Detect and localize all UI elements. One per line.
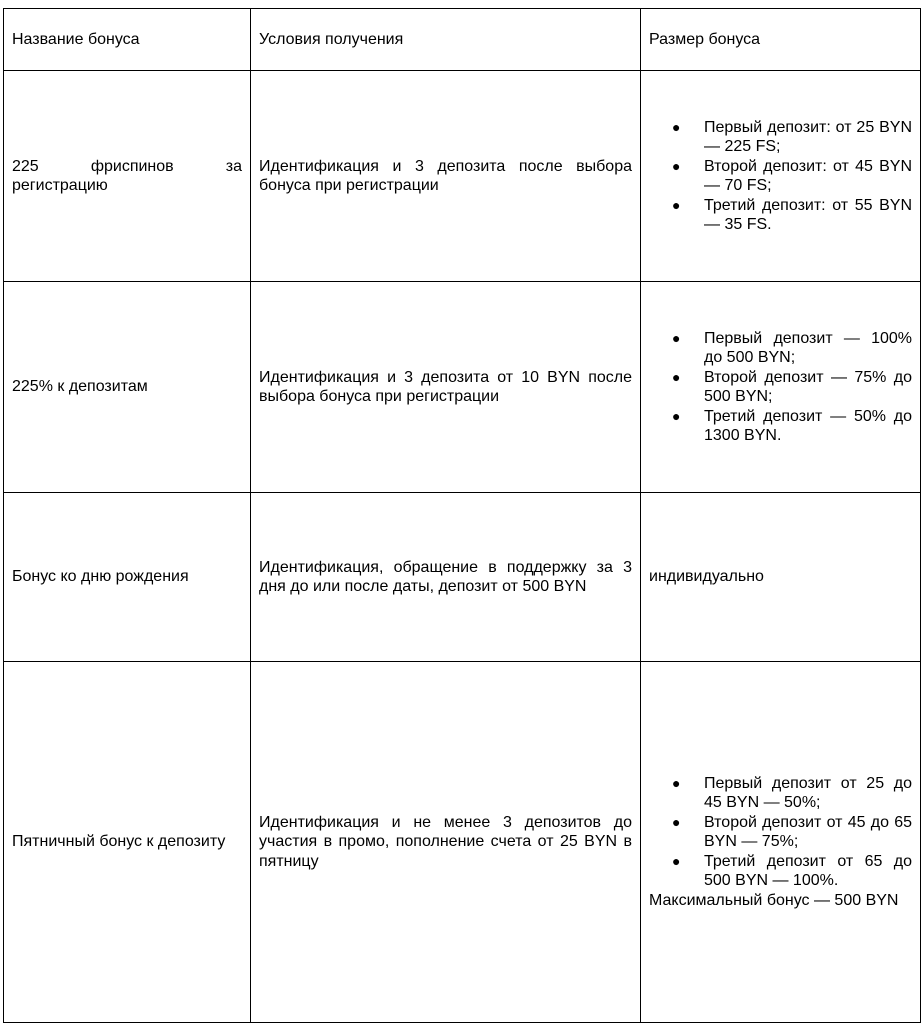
list-item: ● Второй депозит — 75% до 500 BYN;	[672, 368, 912, 405]
bonus-name-cell: Бонус ко дню рождения	[4, 493, 251, 662]
conditions-cell: Идентификация и 3 депозита от 10 BYN после выбора бонуса при регистрации	[251, 282, 641, 493]
conditions-cell: Идентификация и 3 депозита после выбора бонуса при регистрации	[251, 71, 641, 282]
list-item: ● Второй депозит от 45 до 65 BYN — 75%;	[672, 813, 912, 851]
header-bonus-size: Размер бонуса	[641, 9, 921, 71]
conditions-cell: Идентификация и не менее 3 депозитов до участия в промо, пополнение счета от 25 BYN в пятницу	[251, 662, 641, 1023]
bonus-size-list	[649, 774, 912, 891]
bonus-name-cell: Пятничный бонус к депозиту	[4, 662, 251, 1023]
bullet-icon: ●	[672, 157, 681, 174]
bullet-icon: ●	[672, 813, 681, 830]
bonus-name-cell: 225 фриспинов за регистрацию	[4, 71, 251, 282]
bonus-table	[3, 8, 921, 1023]
conditions-cell: Идентификация, обращение в поддержку за 3 дня до или после даты, депозит от 500 BYN	[251, 493, 641, 662]
bonus-size-cell	[641, 662, 921, 1023]
bonus-size-list	[649, 329, 912, 446]
bullet-icon: ●	[672, 407, 681, 424]
bullet-icon: ●	[672, 368, 681, 385]
list-item: ● Первый депозит от 25 до 45 BYN — 50%;	[672, 774, 912, 812]
bonus-size-list	[649, 118, 912, 235]
bullet-icon: ●	[672, 196, 681, 213]
list-item: ● Третий депозит от 65 до 500 BYN — 100%.	[672, 852, 912, 890]
bullet-icon: ●	[672, 774, 681, 791]
max-bonus-note: Максимальный бонус — 500 BYN	[649, 891, 899, 909]
table-row	[4, 282, 921, 493]
table-header-row	[4, 9, 921, 71]
list-item: ● Первый депозит — 100% до 500 BYN;	[672, 329, 912, 366]
table-row	[4, 662, 921, 1023]
bonus-size-cell	[641, 282, 921, 493]
table-row	[4, 71, 921, 282]
list-item: ● Третий депозит — 50% до 1300 BYN.	[672, 407, 912, 444]
bonus-size-cell: индивидуально	[641, 493, 921, 662]
bonus-size-cell	[641, 71, 921, 282]
list-item: ● Третий депозит: от 55 BYN — 35 FS.	[672, 196, 912, 233]
header-bonus-name: Название бонуса	[4, 9, 251, 71]
header-conditions: Условия получения	[251, 9, 641, 71]
bonus-name-cell: 225% к депозитам	[4, 282, 251, 493]
bullet-icon: ●	[672, 852, 681, 869]
list-item: ● Второй депозит: от 45 BYN — 70 FS;	[672, 157, 912, 194]
bullet-icon: ●	[672, 329, 681, 346]
bullet-icon: ●	[672, 118, 681, 135]
table-row	[4, 493, 921, 662]
list-item: ● Первый депозит: от 25 BYN — 225 FS;	[672, 118, 912, 155]
